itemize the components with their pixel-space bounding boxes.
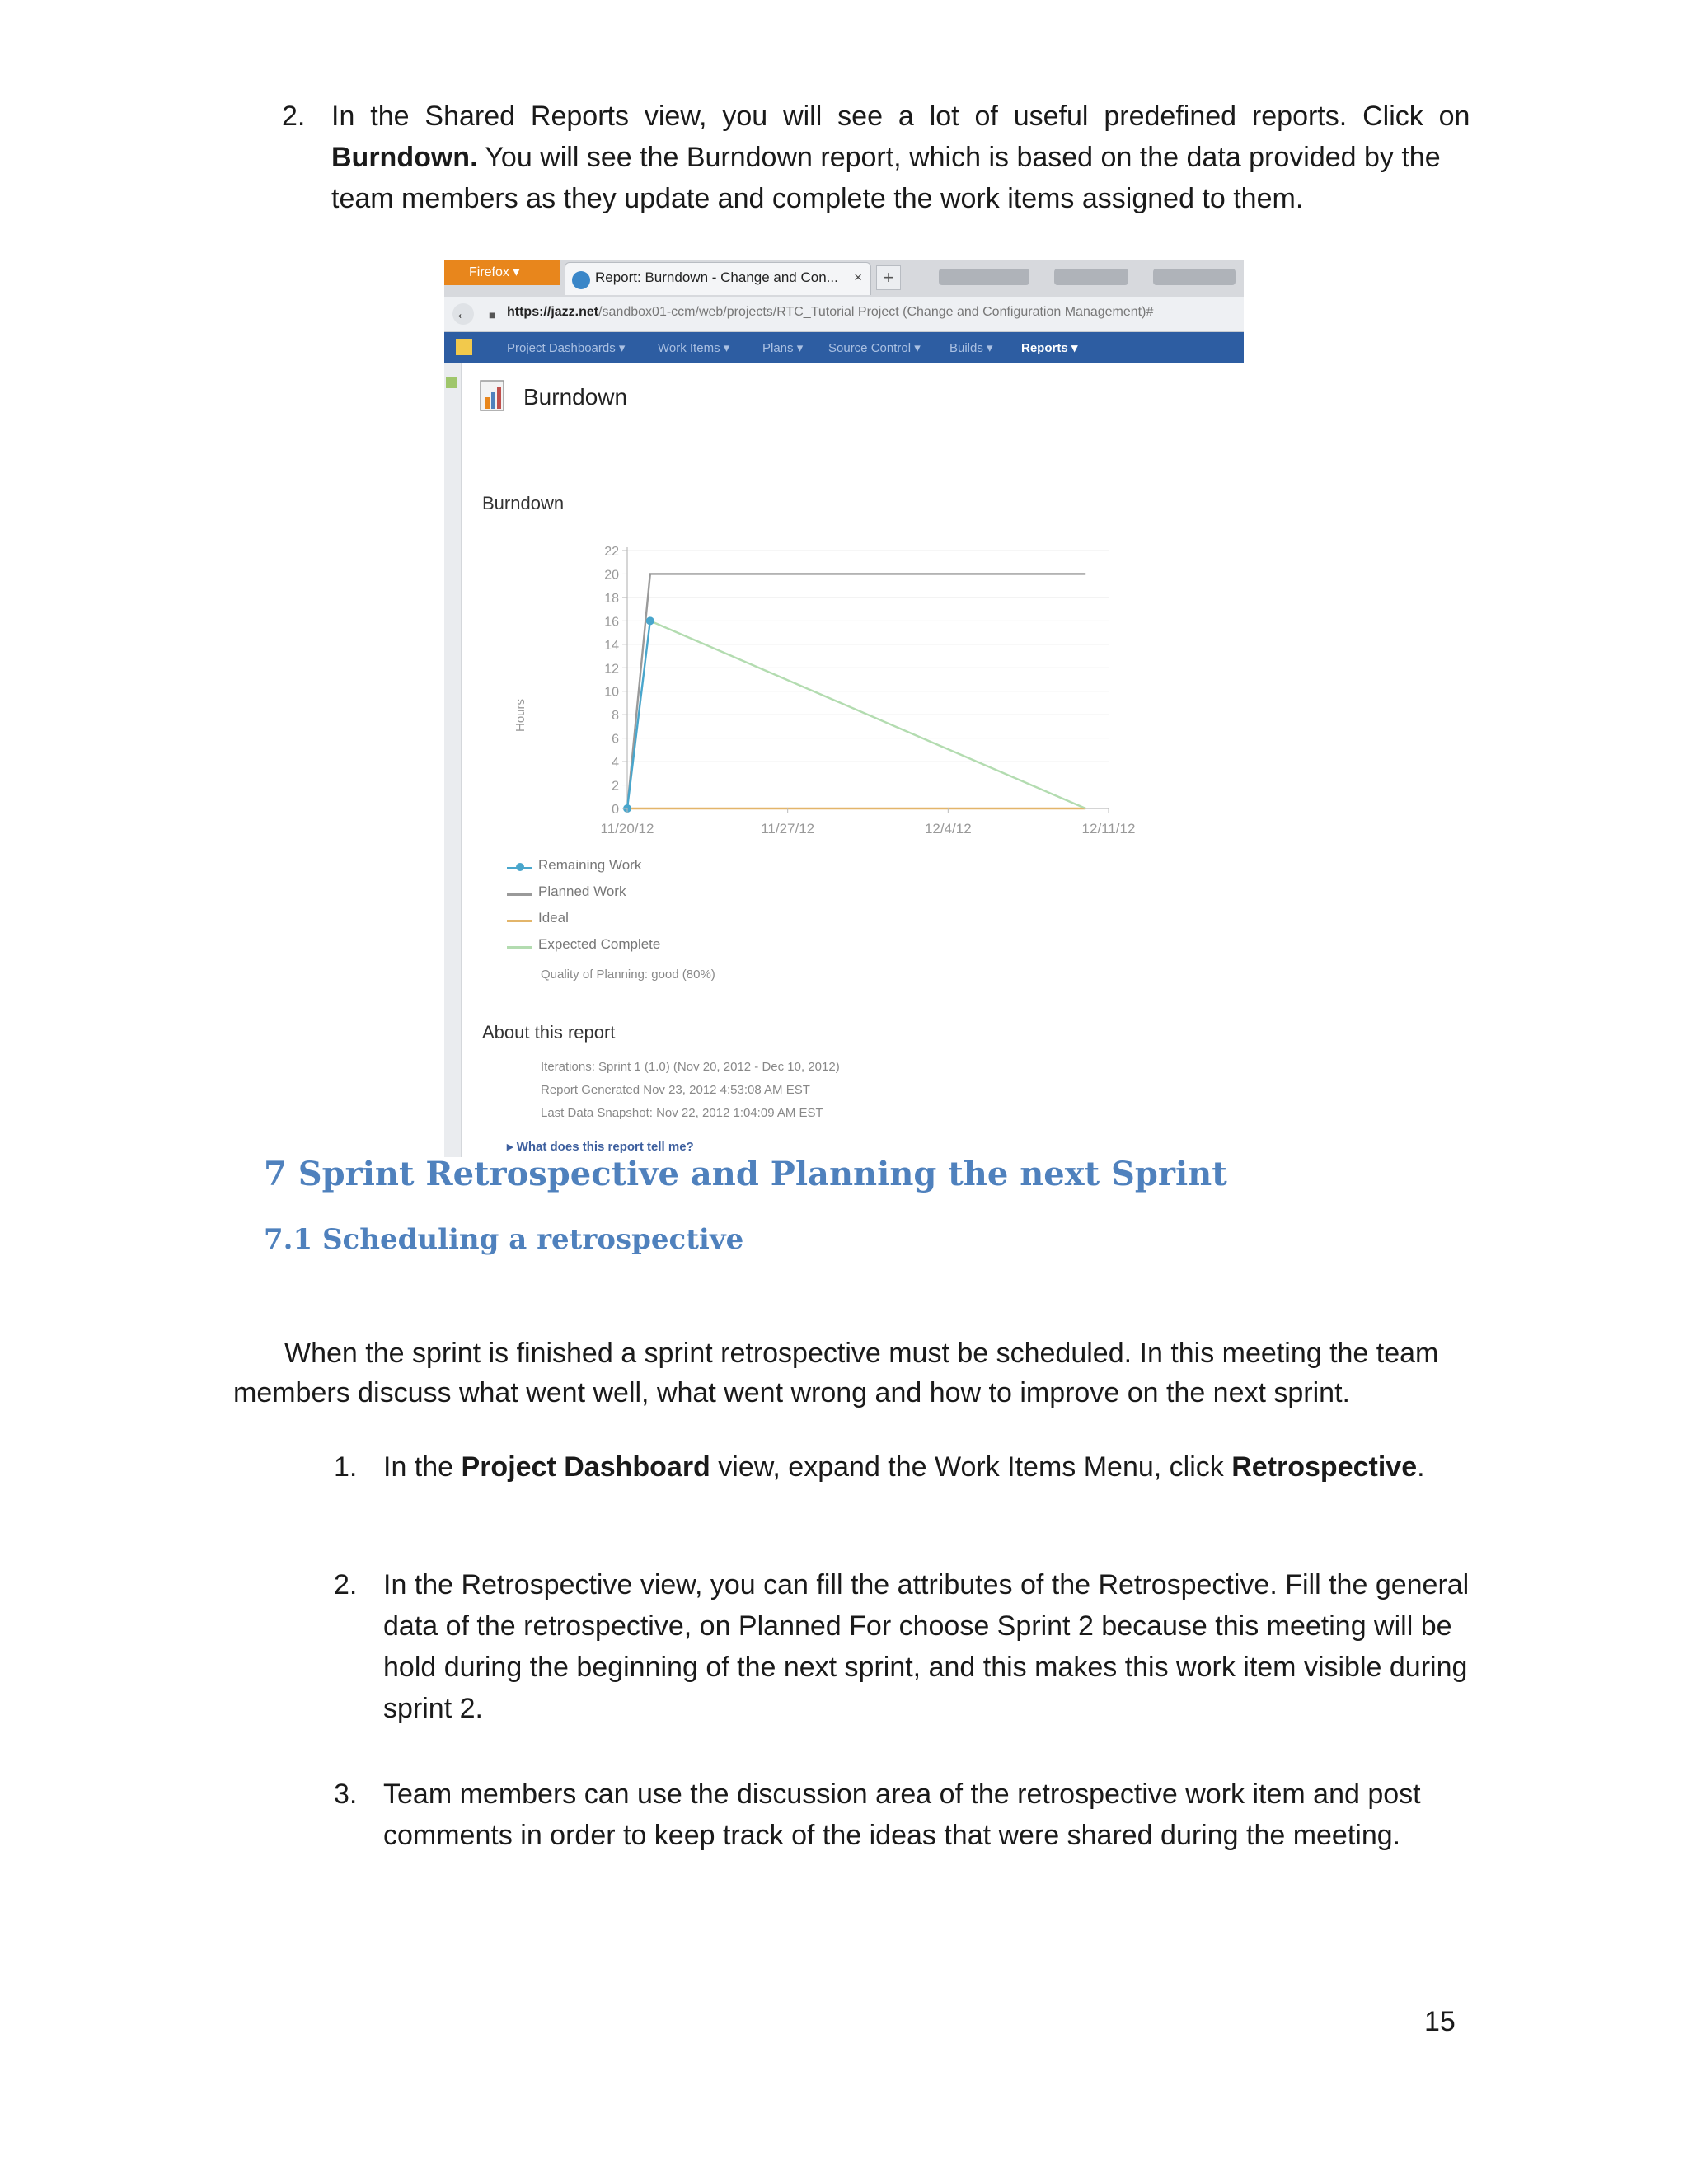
quality-of-planning: Quality of Planning: good (80%) bbox=[541, 968, 715, 982]
close-tab-icon[interactable]: × bbox=[854, 269, 862, 285]
nav-plans[interactable]: Plans ▾ bbox=[762, 341, 804, 355]
burndown-screenshot: Firefox ▾ Report: Burndown - Change and Con... × + ← ■ https://jazz.net/sandbox01-ccm/web/projects/RTC_Tutorial Project (Change and Configuration Management)# Project Dashboards ▾ Work Items ▾ Plans ▾ Source Control ▾ Builds ▾ Reports ▾ Burndown Burndown 0 2 4 6 8 10 12 14 16 18 20 22 11/20/12 11/27/12 12/4/12 12/11/12 Hours Remaining Work Planned Work Ideal Expected Complete Quality of Planning: good (80%) About this report Iterations: Sprint 1 (1.0) (Nov 20, 2012 - Dec 10, 2012) Report Generated Nov 23, 2012 4:53:08 AM EST Last Data Snapshot: Nov 22, 2012 1:04:09 AM EST ▸ What does this report tell me? bbox=[444, 260, 1244, 1157]
firefox-menu-button[interactable]: Firefox ▾ bbox=[444, 260, 560, 285]
data-point bbox=[646, 616, 654, 625]
x-tick-label: 11/27/12 bbox=[761, 821, 815, 837]
list-item: In the Project Dashboard view, expand the Work Items Menu, click Retrospective. bbox=[383, 1451, 1425, 1483]
y-tick-label: 14 bbox=[604, 638, 619, 653]
section-heading: 7 Sprint Retrospective and Planning the next Sprint bbox=[264, 1155, 1227, 1193]
y-tick-label: 4 bbox=[612, 756, 619, 771]
list-item-line: sprint 2. bbox=[383, 1693, 483, 1724]
chart-section-title: Burndown bbox=[482, 493, 565, 513]
paragraph-line: In the Shared Reports view, you will see a lot of useful predefined reports. Click on bbox=[331, 101, 1470, 132]
list-item-line: hold during the beginning of the next sprint, and this makes this work item visible during bbox=[383, 1652, 1468, 1683]
subsection-heading: 7.1 Scheduling a retrospective bbox=[264, 1223, 744, 1256]
nav-reports[interactable]: Reports ▾ bbox=[1021, 341, 1078, 355]
url-text[interactable]: https://jazz.net/sandbox01-ccm/web/projects/RTC_Tutorial Project (Change and Configuration Management)# bbox=[507, 305, 1154, 319]
paragraph-line bbox=[331, 137, 1441, 178]
paragraph-line: members discuss what went well, what went wrong and how to improve on the next sprint. bbox=[233, 1377, 1350, 1408]
nav-builds[interactable]: Builds ▾ bbox=[950, 341, 993, 355]
bold-term: Burndown. bbox=[331, 142, 478, 173]
nav-project-dashboards[interactable]: Project Dashboards ▾ bbox=[507, 341, 626, 355]
y-tick-label: 20 bbox=[604, 568, 619, 583]
y-tick-label: 18 bbox=[604, 591, 619, 606]
about-iterations: Iterations: Sprint 1 (1.0) (Nov 20, 2012 - Dec 10, 2012) bbox=[541, 1060, 840, 1074]
tab-title: Report: Burndown - Change and Con... bbox=[595, 269, 838, 285]
back-arrow-icon[interactable]: ← bbox=[452, 303, 474, 325]
page-title: Burndown bbox=[523, 384, 628, 410]
y-tick-label: 8 bbox=[612, 709, 619, 724]
y-tick-label: 10 bbox=[604, 685, 619, 700]
page-number: 15 bbox=[1424, 2006, 1456, 2037]
y-tick-label: 16 bbox=[604, 615, 619, 630]
new-tab-button[interactable]: + bbox=[876, 265, 901, 290]
y-tick-label: 2 bbox=[612, 779, 619, 794]
about-generated: Report Generated Nov 23, 2012 4:53:08 AM EST bbox=[541, 1083, 810, 1097]
paragraph-line: When the sprint is finished a sprint retrospective must be scheduled. In this meeting the team bbox=[284, 1338, 1439, 1369]
y-tick-label: 22 bbox=[604, 545, 619, 559]
list-number: 1. bbox=[334, 1451, 358, 1483]
x-tick-label: 11/20/12 bbox=[600, 821, 654, 837]
y-axis-label: Hours bbox=[513, 698, 528, 733]
nav-work-items[interactable]: Work Items ▾ bbox=[658, 341, 730, 355]
lock-icon: ■ bbox=[489, 308, 496, 321]
nav-source-control[interactable]: Source Control ▾ bbox=[828, 341, 921, 355]
x-tick-label: 12/11/12 bbox=[1081, 821, 1136, 837]
what-does-report-tell-me-link[interactable]: ▸ What does this report tell me? bbox=[507, 1140, 694, 1154]
y-tick-label: 6 bbox=[612, 732, 619, 747]
list-number: 2. bbox=[282, 101, 306, 132]
legend-marker bbox=[516, 863, 524, 871]
y-tick-label: 0 bbox=[612, 803, 619, 817]
paragraph-text: You will see the Burndown report, which is based on the data provided by the bbox=[477, 142, 1441, 173]
list-item-line: comments in order to keep track of the ideas that were shared during the meeting. bbox=[383, 1820, 1401, 1851]
list-item-line: In the Retrospective view, you can fill the attributes of the Retrospective. Fill the general bbox=[383, 1569, 1470, 1601]
list-number: 2. bbox=[334, 1569, 358, 1601]
paragraph-line: team members as they update and complete the work items assigned to them. bbox=[331, 183, 1304, 214]
about-report-title: About this report bbox=[482, 1022, 616, 1043]
list-item-line: data of the retrospective, on Planned For choose Sprint 2 because this meeting will be bbox=[383, 1610, 1452, 1642]
list-number: 3. bbox=[334, 1779, 358, 1810]
about-snapshot: Last Data Snapshot: Nov 22, 2012 1:04:09 AM EST bbox=[541, 1106, 823, 1120]
list-item-line: Team members can use the discussion area of the retrospective work item and post bbox=[383, 1779, 1421, 1810]
y-tick-label: 12 bbox=[604, 662, 619, 677]
x-tick-label: 12/4/12 bbox=[924, 821, 972, 837]
